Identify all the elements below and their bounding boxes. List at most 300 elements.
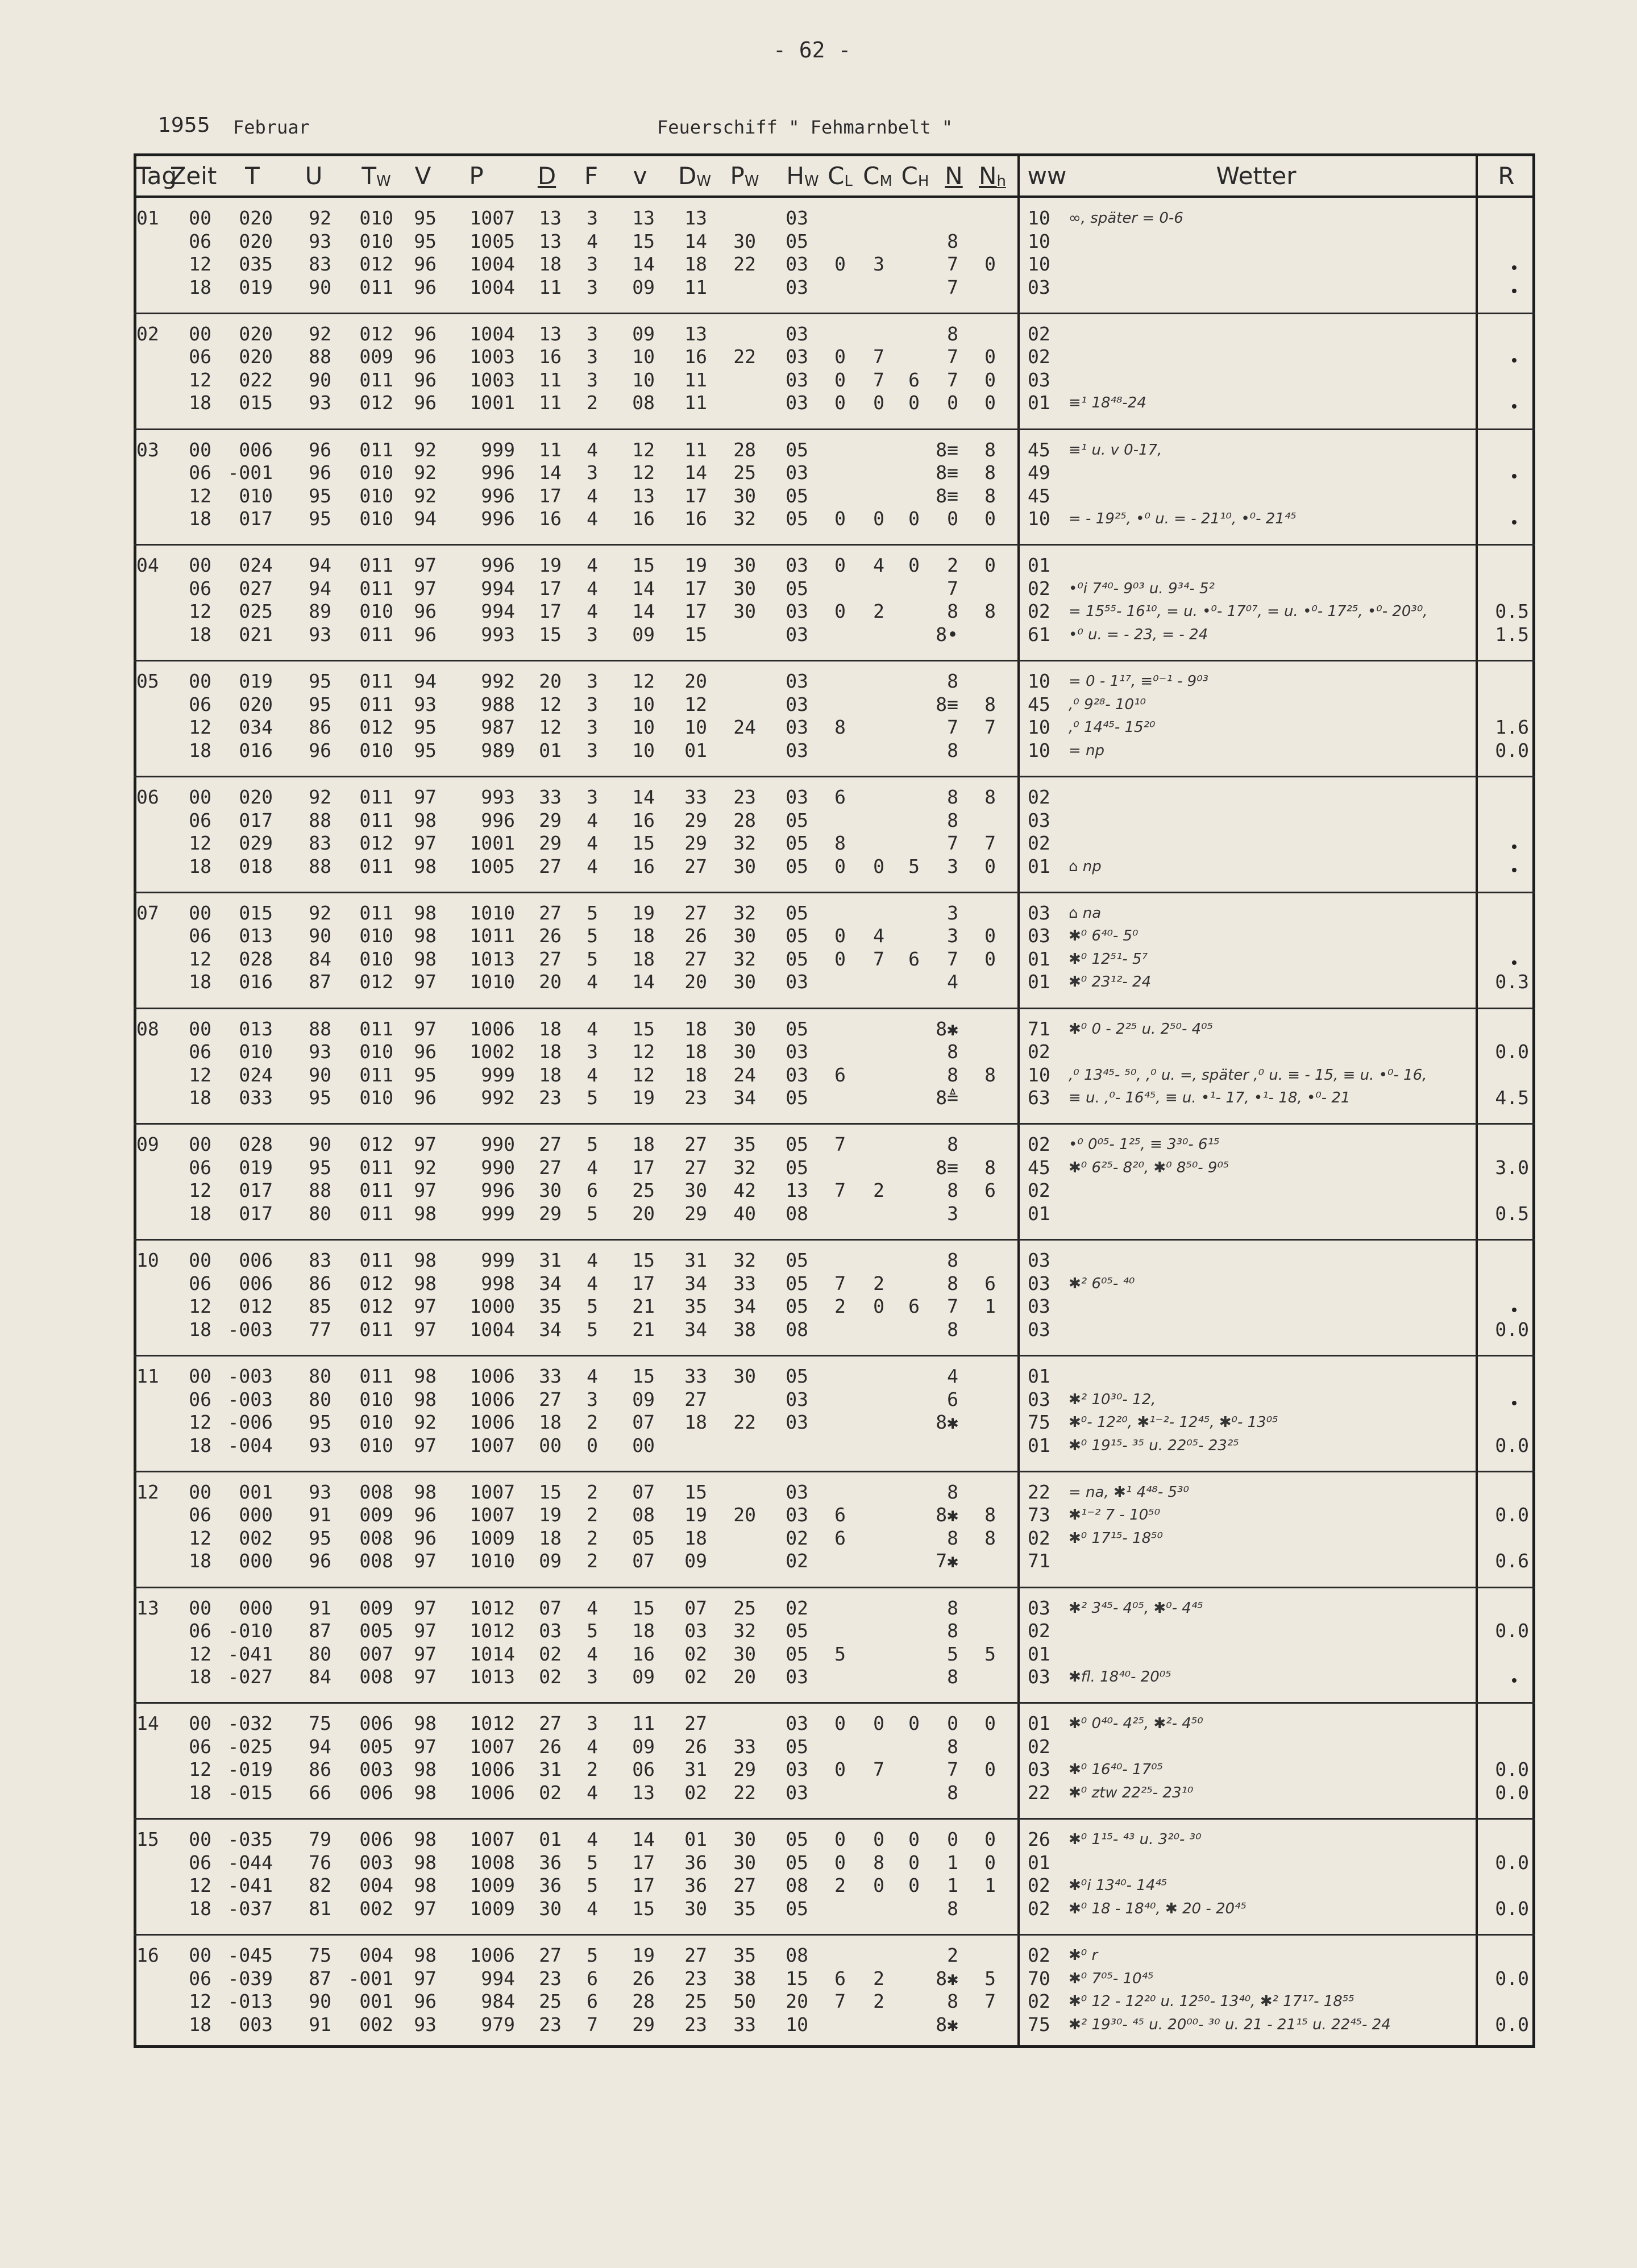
table-cell: 14 [632,577,655,600]
ww-code: 03 [1028,1388,1050,1410]
table-cell: 008 [359,1550,393,1572]
table-cell: 7 [947,832,958,854]
table-cell: 00 [189,1249,211,1272]
table-cell: 17 [539,484,562,507]
table-cell: 8 [984,1063,996,1086]
table-cell: 1006 [470,1944,515,1966]
table-cell: 96 [414,276,437,298]
ww-code: 02 [1028,1944,1050,1966]
table-cell: 03 [786,716,808,739]
ww-code: 10 [1028,1063,1050,1086]
table-cell: 5 [587,1620,598,1642]
table-cell: 05 [786,1828,808,1851]
table-cell: 18 [539,1017,562,1040]
header-pw: P W [730,161,759,190]
table-cell: 18 [189,1202,211,1225]
table-cell: 05 [786,855,808,877]
table-cell: 0 [908,1874,920,1897]
ww-code: 10 [1028,716,1050,739]
table-cell [928,1897,996,1920]
table-cell: 8 [984,438,996,461]
table-cell: 18 [684,1526,707,1549]
table-cell: 26 [632,1967,655,1990]
table-cell: 5 [984,1967,996,1990]
ww-code: 03 [1028,1249,1050,1272]
table-cell: 03 [786,971,808,993]
header-u: U [305,161,323,190]
wetter-text: ✱² 3⁴⁵- 4⁰⁵, ✱⁰- 4⁴⁵ [1069,1599,1203,1617]
table-cell: 11 [539,368,562,391]
table-cell: 035 [239,253,273,275]
ww-code: 71 [1028,1017,1050,1040]
wetter-text: ⌂ np [1069,858,1102,875]
table-cell: 0 [873,392,884,414]
wetter-text: ✱⁰ r [1069,1947,1098,1964]
table-cell: 23 [733,786,756,808]
wetter-text [1069,485,1466,507]
table-cell: -010 [227,1620,273,1642]
table-cell: 2 [587,1411,598,1433]
header-v: V [414,161,431,190]
table-cell: 34 [733,1087,756,1109]
table-cell: 024 [239,554,273,577]
table-cell: 1007 [470,1434,515,1456]
table-cell: 7 [947,368,958,391]
table-cell: 8 [947,1272,958,1295]
table-cell: -027 [227,1666,273,1688]
day-tag: 14 [136,1712,159,1735]
table-cell: 17 [684,484,707,507]
table-cell: 7 [873,1758,884,1781]
table-cell: 03 [786,368,808,391]
table-cell: 92 [414,484,437,507]
day-tag: 06 [136,786,159,808]
table-cell [928,1597,996,1620]
table-cell: 5 [587,1295,598,1318]
table-cell: 4 [947,1365,958,1387]
table-cell: 90 [309,1133,331,1156]
table-cell: 87 [309,1967,331,1990]
ww-code: 01 [1028,971,1050,993]
table-cell: 01 [684,1828,707,1851]
table-cell: 5 [587,1851,598,1874]
table-cell: 009 [359,346,393,368]
table-cell: 05 [786,1156,808,1179]
table-cell: 0 [947,392,958,414]
table-cell: 32 [733,507,756,530]
table-cell: 8 [947,670,958,693]
table-cell: 4 [587,554,598,577]
table-cell: 011 [359,1063,393,1086]
table-cell: 012 [359,1133,393,1156]
header-rule [134,195,1535,198]
table-cell: 000 [239,1596,273,1619]
day-tag: 09 [136,1133,159,1156]
table-cell: 03 [539,1620,562,1642]
table-cell: 30 [733,600,756,623]
table-cell: 97 [414,577,437,600]
wetter-text: ✱⁰ 12⁵¹- 5⁷ [1069,950,1148,968]
table-cell: 25 [539,1990,562,2012]
table-cell: 010 [359,1434,393,1456]
table-cell: 25 [733,1596,756,1619]
table-cell: 32 [733,947,756,970]
table-cell: 31 [684,1758,707,1781]
table-cell: 11 [539,276,562,298]
table-cell: 8 [947,1897,958,1920]
table-cell: 33 [684,786,707,808]
table-cell: 36 [684,1874,707,1897]
table-cell [928,1411,996,1434]
table-cell: 8 [947,1735,958,1758]
table-cell: 012 [359,1295,393,1318]
table-cell: 14 [684,461,707,484]
table-cell: 18 [189,1550,211,1572]
table-cell: 4 [587,438,598,461]
table-cell: 98 [414,1828,437,1851]
table-cell [928,623,996,646]
table-cell: 05 [786,507,808,530]
table-cell: -004 [227,1434,273,1456]
table-cell: 95 [414,207,437,229]
block-divider [134,1702,1535,1704]
table-cell: 8 [947,322,958,345]
table-cell: 8✱ [936,1411,958,1433]
table-cell: 98 [414,1874,437,1897]
header-tag: Tag [136,161,177,190]
table-cell: 3 [587,716,598,739]
table-cell: 7 [947,716,958,739]
table-cell: 11 [684,368,707,391]
table-cell: 1 [984,1874,996,1897]
table-cell [928,902,996,925]
day-tag: 13 [136,1596,159,1619]
table-cell: 18 [539,253,562,275]
ww-code: 01 [1028,392,1050,414]
table-cell: 0 [834,1758,846,1781]
table-cell: 8✱ [936,1967,958,1990]
ww-code: 75 [1028,1411,1050,1433]
table-cell: 18 [684,1017,707,1040]
wetter-text: •⁰i 7⁴⁰- 9⁰³ u. 9³⁴- 5² [1069,580,1215,597]
table-cell: 1013 [470,1666,515,1688]
table-cell: 002 [359,2013,393,2036]
table-cell: 03 [786,1758,808,1781]
table-cell: 97 [414,1967,437,1990]
table-cell: 15 [632,230,655,252]
header-zeit: Zeit [169,161,217,190]
wetter-text [1069,1736,1466,1758]
table-cell: 28 [632,1990,655,2012]
table-cell: 4 [587,230,598,252]
table-cell: 03 [786,1781,808,1804]
table-cell: 32 [733,1156,756,1179]
table-cell: 18 [189,1087,211,1109]
table-cell: 15 [632,1249,655,1272]
table-cell: 05 [786,1087,808,1109]
table-cell: 2 [587,392,598,414]
table-cell: 97 [414,786,437,808]
table-cell: 1006 [470,1781,515,1804]
table-cell: 03 [786,1666,808,1688]
table-cell: -001 [227,461,273,484]
table-cell: 1009 [470,1526,515,1549]
table-cell: 0 [984,253,996,275]
table-cell: 02 [684,1642,707,1665]
table-cell: 4 [587,809,598,831]
table-cell: 34 [684,1272,707,1295]
table-cell: 91 [309,1596,331,1619]
table-cell: 30 [733,577,756,600]
table-cell: 97 [414,1133,437,1156]
table-cell: 81 [309,1897,331,1920]
ww-code: 01 [1028,554,1050,577]
table-cell: 27 [539,1944,562,1966]
table-cell: 7✱ [936,1550,958,1572]
table-cell: 4 [587,1249,598,1272]
table-cell: 4 [587,971,598,993]
table-cell: 996 [481,809,515,831]
table-cell: 012 [359,971,393,993]
table-cell: 0 [984,554,996,577]
ww-code: 10 [1028,507,1050,530]
wetter-text: ✱² 19³⁰- ⁴⁵ u. 20⁰⁰- ³⁰ u. 21 - 21¹⁵ u. 22⁴⁵- 24 [1069,2016,1391,2033]
precip-value: 4.5 [1495,1087,1529,1109]
table-cell: 4 [587,855,598,877]
table-cell: 00 [189,1944,211,1966]
table-cell: 30 [684,1897,707,1920]
block-divider [134,1934,1535,1936]
wetter-text: = 15⁵⁵- 16¹⁰, = u. •⁰- 17⁰⁷, = u. •⁰- 17²⁵, •⁰- 20³⁰, [1069,603,1428,621]
table-cell: 16 [684,507,707,530]
table-cell: 8 [984,693,996,715]
table-cell: 30 [733,971,756,993]
table-cell: 96 [414,368,437,391]
block-divider [134,1008,1535,1009]
ww-code: 03 [1028,1666,1050,1688]
table-cell: 000 [239,1550,273,1572]
ww-code: 03 [1028,1596,1050,1619]
table-cell: 1007 [470,207,515,229]
table-cell: 4 [587,1272,598,1295]
wetter-text: ,⁰ 14⁴⁵- 15²⁰ [1069,719,1156,736]
table-cell: 1012 [470,1596,515,1619]
table-cell: 07 [632,1411,655,1433]
table-cell: 2 [834,1295,846,1318]
table-cell: 03 [786,276,808,298]
table-cell: 00 [189,438,211,461]
table-cell: 1007 [470,1735,515,1758]
table-cell: 05 [786,438,808,461]
table-cell: 97 [414,1550,437,1572]
table-cell: 6 [587,1990,598,2012]
table-cell: 7 [834,1179,846,1202]
table-cell: 0 [873,1828,884,1851]
table-cell: 3 [587,276,598,298]
table-cell: -041 [227,1874,273,1897]
table-cell: 98 [414,855,437,877]
table-cell: 0 [908,507,920,530]
table-cell: 30 [733,230,756,252]
table-cell: 00 [189,1133,211,1156]
table-cell: 33 [684,1365,707,1387]
table-cell: 96 [309,461,331,484]
table-cell: 20 [632,1202,655,1225]
table-cell: 8 [947,786,958,808]
table-cell: 03 [786,670,808,693]
table-cell: 6 [834,1504,846,1526]
table-cell: 6 [834,1063,846,1086]
wetter-text: ✱⁰ 0 - 2²⁵ u. 2⁵⁰- 4⁰⁵ [1069,1020,1214,1038]
table-cell: 13 [684,322,707,345]
table-cell [928,1620,996,1642]
table-cell: 06 [632,1758,655,1781]
precip-value: 0.0 [1495,1504,1529,1526]
table-cell: 994 [481,600,515,623]
header-dw: D W [678,161,712,190]
ww-code: 02 [1028,1735,1050,1758]
table-cell: 012 [359,322,393,345]
ww-code: 26 [1028,1828,1050,1851]
table-cell: -037 [227,1897,273,1920]
wetter-text: ∞, später = 0-6 [1069,210,1183,227]
table-cell: 96 [309,438,331,461]
table-cell: 33 [539,1365,562,1387]
table-cell: 6 [587,1967,598,1990]
table-cell: 7 [873,947,884,970]
table-cell: 05 [786,1017,808,1040]
ww-code: 73 [1028,1504,1050,1526]
table-cell: 8 [947,1596,958,1619]
table-cell: 4 [873,925,884,947]
table-cell: 03 [786,600,808,623]
table-cell: 004 [359,1944,393,1966]
table-cell: 06 [189,693,211,715]
table-cell: 008 [359,1480,393,1503]
table-cell: 012 [359,253,393,275]
day-tag: 05 [136,670,159,693]
table-cell: 18 [539,1041,562,1063]
table-cell: 8≡ [936,484,958,507]
table-cell: 03 [786,461,808,484]
table-cell: 12 [189,368,211,391]
table-cell: 0 [834,925,846,947]
table-cell: 027 [239,577,273,600]
table-cell: 97 [414,554,437,577]
table-cell: 15 [684,1480,707,1503]
table-cell: 05 [786,1851,808,1874]
wetter-text [1069,276,1466,299]
table-cell: 2 [873,600,884,623]
table-cell: 18 [189,971,211,993]
header-wetter: Wetter [1216,161,1297,190]
table-cell: 28 [733,438,756,461]
precip-value: 0.0 [1495,1758,1529,1781]
table-cell: 0 [834,600,846,623]
table-cell: 7 [834,1990,846,2012]
table-cell: 05 [786,230,808,252]
table-cell: 011 [359,438,393,461]
table-cell: 8 [947,1480,958,1503]
table-cell: 3 [947,1202,958,1225]
table-cell: 27 [733,1874,756,1897]
table-cell: 2 [873,1967,884,1990]
table-cell: 4 [587,1642,598,1665]
table-cell: 97 [414,1318,437,1341]
ww-code: 10 [1028,230,1050,252]
table-cell: 18 [684,1041,707,1063]
table-cell: 16 [539,346,562,368]
ww-code: 45 [1028,438,1050,461]
table-cell: 98 [414,809,437,831]
table-cell: 18 [189,1897,211,1920]
table-cell: 8 [873,1851,884,1874]
table-cell: 05 [786,901,808,924]
ww-code: 10 [1028,253,1050,275]
table-cell: 27 [684,901,707,924]
table-cell: 31 [539,1758,562,1781]
precip-value: 0.6 [1495,1550,1529,1572]
table-cell: 05 [786,1642,808,1665]
table-cell: 90 [309,1990,331,2012]
table-cell: 96 [414,346,437,368]
table-cell: 34 [539,1318,562,1341]
table-cell: 26 [539,1735,562,1758]
ww-code: 01 [1028,1365,1050,1387]
table-cell: 8✱ [936,1017,958,1040]
header-cl: C L [828,161,853,190]
table-cell: 15 [632,1365,655,1387]
table-cell: 8 [947,1620,958,1642]
table-cell: 98 [414,1365,437,1387]
table-cell: 97 [414,971,437,993]
table-cell: 17 [684,577,707,600]
ww-code: 01 [1028,1202,1050,1225]
table-cell: 3 [587,786,598,808]
table-cell [928,207,996,230]
table-cell: 95 [309,670,331,693]
table-cell: 3 [587,693,598,715]
wetter-text [1069,1202,1466,1225]
table-cell: 19 [632,1944,655,1966]
table-cell: 14 [632,786,655,808]
table-cell: 019 [239,670,273,693]
table-cell: 06 [189,577,211,600]
wetter-text: ✱⁰ 0⁴⁰- 4²⁵, ✱²- 4⁵⁰ [1069,1715,1203,1733]
block-divider [134,892,1535,893]
table-cell: 87 [309,971,331,993]
table-cell: 3 [947,901,958,924]
table-cell: 96 [414,1087,437,1109]
table-cell: 97 [414,1434,437,1456]
table-cell: 16 [632,855,655,877]
table-cell: 0 [834,1712,846,1735]
precip-trace-dot [1512,1401,1516,1405]
table-cell [928,1365,996,1388]
table-cell: 025 [239,600,273,623]
table-cell: 1007 [470,1828,515,1851]
table-cell: -003 [227,1388,273,1410]
table-cell: 11 [684,276,707,298]
ww-code: 75 [1028,2013,1050,2036]
table-cell: 6 [587,1179,598,1202]
precip-value: 0.0 [1495,1434,1529,1456]
table-cell: 92 [309,901,331,924]
table-cell: 022 [239,368,273,391]
table-cell [928,1041,996,1063]
wetter-text: ✱⁰ 19¹⁵- ³⁵ u. 22⁰⁵- 23²⁵ [1069,1437,1239,1454]
table-cell: 00 [189,1365,211,1387]
